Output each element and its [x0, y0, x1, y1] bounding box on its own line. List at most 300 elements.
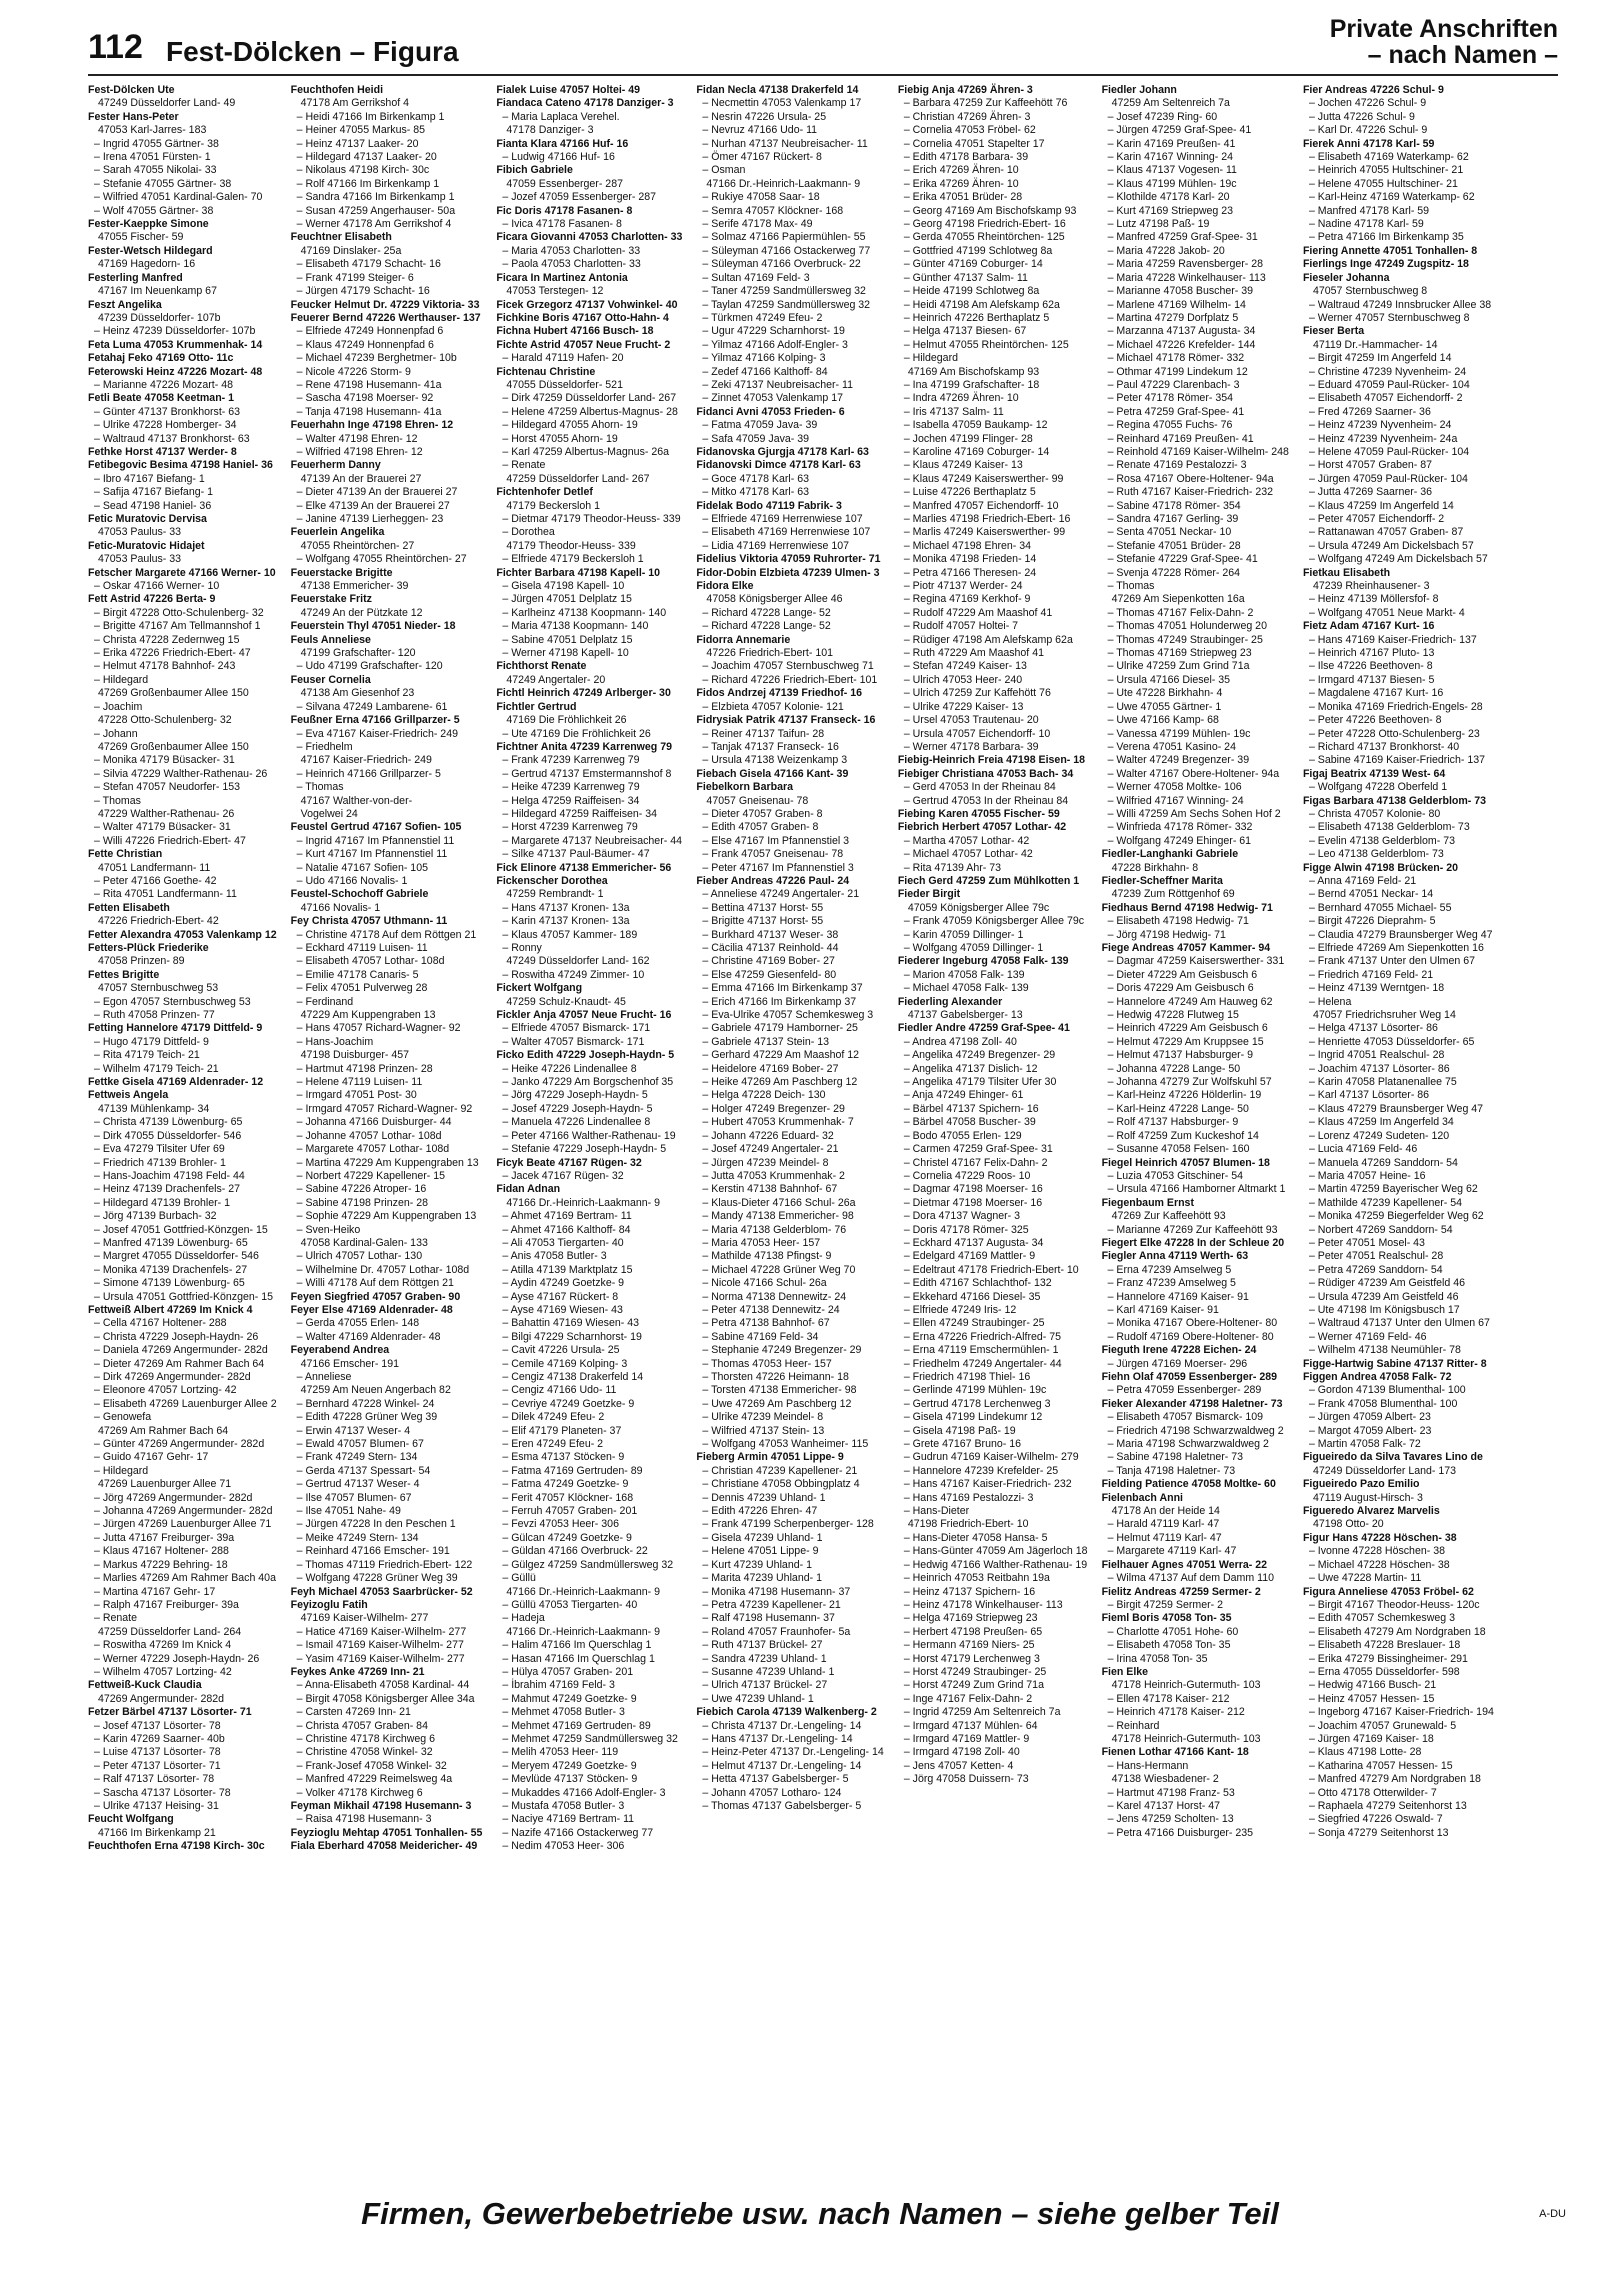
entry-continuation: – Monika 47198 Frieden- 14: [903, 553, 1037, 566]
entry-continuation: – Renate 47169 Pestalozzi- 3: [1107, 459, 1247, 472]
entry-continuation: – Elfriede 47057 Bismarck- 171: [502, 1022, 651, 1035]
entry-continuation: – Hartmut 47198 Franz- 53: [1107, 1786, 1235, 1799]
entry-continuation: – Klaus 47198 Lotte- 28: [1308, 1746, 1422, 1759]
entry-continuation: – Stefanie 47051 Brüder- 28: [1107, 539, 1241, 552]
entry-continuation: – Hetta 47137 Gabelsberger- 5: [702, 1773, 849, 1786]
entry-continuation: – Walter 47167 Obere-Holtener- 94a: [1107, 767, 1280, 780]
entry-continuation: – Ahmet 47169 Bertram- 11: [502, 1210, 632, 1223]
entry-continuation: – Elisabeth 47057 Lothar- 108d: [296, 955, 445, 968]
entry-continuation: – Karl-Heinz 47228 Lange- 50: [1107, 1102, 1249, 1115]
entry-continuation: – Ina 47199 Grafschafter- 18: [903, 378, 1040, 391]
entry-continuation: – Sarah 47055 Nikolai- 33: [94, 164, 217, 177]
entry-continuation: – Karl-Heinz 47169 Waterkamp- 62: [1308, 191, 1475, 204]
entry-continuation: – Heinrich 47166 Grillparzer- 5: [296, 767, 441, 780]
entry-continuation: – Helene 47119 Luisen- 11: [296, 1076, 423, 1089]
entry-continuation: – Gisela 47199 Lindekumr 12: [903, 1411, 1043, 1424]
entry-continuation: – Wolfgang 47249 Ehinger- 61: [1107, 834, 1252, 847]
entry-continuation: – Sabine 47178 Römer- 354: [1107, 499, 1241, 512]
entry-continuation: – Luise 47226 Berthaplatz 5: [903, 486, 1036, 499]
entry-continuation: – Serife 47178 Max- 49: [702, 218, 813, 231]
entry-address: 47058 Kardinal-Galen- 133: [300, 1236, 428, 1249]
entry-continuation: – Katharina 47057 Hessen- 15: [1308, 1759, 1453, 1772]
entry-address: 47269 Großenbaumer Allee 150: [98, 740, 249, 753]
entry-continuation: – Günter 47137 Bronkhorst- 63: [94, 405, 241, 418]
entry-address: 47169 Hagedorn- 16: [98, 258, 196, 271]
entry-continuation: – Reinhard 47169 Preußen- 41: [1107, 432, 1254, 445]
entry-continuation: – Heinz 47137 Spichern- 16: [903, 1585, 1036, 1598]
entry-continuation: – Maria 47138 Koopmann- 140: [502, 620, 649, 633]
entry-continuation: – Silke 47137 Paul-Bäumer- 47: [502, 848, 650, 861]
entry-continuation: – Othmar 47199 Lindekum 12: [1107, 365, 1248, 378]
entry-name: Fierlings Inge 47249 Zugspitz- 18: [1302, 258, 1469, 271]
entry-continuation: – Carsten 47269 Inn- 21: [296, 1706, 411, 1719]
entry-name: Fiech Gerd 47259 Zum Mühlkotten 1: [897, 874, 1080, 887]
entry-continuation: – Christine 47178 Auf dem Röttgen 21: [296, 928, 477, 941]
entry-continuation: – Martin 47259 Bayerischer Weg 62: [1308, 1183, 1478, 1196]
entry-continuation: – Hans 47169 Pestalozzi- 3: [903, 1491, 1034, 1504]
entry-continuation: – Elfriede 47249 Honnenpfad 6: [296, 325, 444, 338]
entry-continuation: – Doris 47229 Am Geisbusch 6: [1107, 982, 1254, 995]
entry-continuation: – Ursula 47166 Hamborner Altmarkt 1: [1107, 1183, 1286, 1196]
entry-name: Fetic Muratovic Dervisa: [88, 513, 207, 525]
entry-continuation: – Sabine 47198 Haletner- 73: [1107, 1451, 1244, 1464]
entry-continuation: – Birgit 47259 Sermer- 2: [1107, 1598, 1223, 1611]
entry-continuation: – Werner 47229 Joseph-Haydn- 26: [94, 1652, 260, 1665]
entry-continuation: – Thomas 47249 Straubinger- 25: [1107, 633, 1263, 646]
entry-continuation: – Iris 47137 Salm- 11: [903, 405, 1004, 418]
entry-name: Fidelak Bodo 47119 Fabrik- 3: [696, 499, 842, 512]
entry-name: Feuerstake Fritz: [290, 593, 372, 606]
entry-continuation: – Rudolf 47229 Am Maashof 41: [903, 606, 1053, 619]
entry-continuation: – Hannelore 47239 Krefelder- 25: [903, 1464, 1059, 1477]
entry-continuation: – Maria 47053 Charlotten- 33: [502, 244, 641, 257]
entry-continuation: – Karlheinz 47138 Koopmann- 140: [502, 606, 667, 619]
entry-continuation: – Renate: [94, 1612, 137, 1625]
entry-continuation: – Yilmaz 47166 Kolping- 3: [702, 352, 826, 365]
entry-continuation: – Mahmut 47249 Goetzke- 9: [502, 1692, 637, 1705]
entry-continuation: – Magdalene 47167 Kurt- 16: [1308, 687, 1444, 700]
entry-continuation: – Manuela 47226 Lindenallee 8: [502, 1116, 651, 1129]
entry-continuation: – Elisabeth 47169 Waterkamp- 62: [1308, 151, 1469, 164]
entry-name: Fester-Kaeppke Simone: [88, 218, 209, 231]
entry-continuation: – Sead 47198 Haniel- 36: [94, 499, 212, 512]
entry-continuation: – Doris 47178 Römer- 325: [903, 1223, 1029, 1236]
entry-name: Feykes Anke 47269 Inn- 21: [290, 1665, 425, 1678]
entry-address: 47249 Düsseldorfer Land- 162: [506, 955, 650, 968]
entry-continuation: – Helmut 47119 Karl- 47: [1107, 1531, 1222, 1544]
entry-continuation: – Gisela 47198 Kapell- 10: [502, 580, 625, 593]
entry-continuation: – Reiner 47137 Taifun- 28: [702, 727, 825, 740]
entry-continuation: – Ahmet 47166 Kalthoff- 84: [502, 1223, 631, 1236]
entry-continuation: – Charlotte 47051 Hohe- 60: [1107, 1625, 1239, 1638]
entry-continuation: – Ursula 47051 Gottfried-Könzgen- 15: [94, 1290, 274, 1303]
entry-continuation: – Michael 47198 Ehren- 34: [903, 539, 1032, 552]
entry-continuation: – Indra 47269 Ähren- 10: [903, 392, 1019, 405]
entry-address: 47059 Essenberger- 287: [506, 177, 623, 190]
entry-continuation: – Werner 47169 Feld- 46: [1308, 1330, 1427, 1343]
entry-name: Fiedler Johann: [1101, 84, 1177, 96]
entry-continuation: – Jürgen 47239 Meindel- 8: [702, 1156, 829, 1169]
entry-continuation: – Cornelia 47051 Stapelter 17: [903, 137, 1045, 150]
entry-continuation: – Monika 47167 Obere-Holtener- 80: [1107, 1317, 1278, 1330]
entry-continuation: – Walter 47179 Büsacker- 31: [94, 821, 231, 834]
entry-continuation: – Heinrich 47055 Hultschiner- 21: [1308, 164, 1464, 177]
entry-continuation: – Gertrud 47137 Weser- 4: [296, 1478, 420, 1491]
entry-continuation: – Harald 47119 Karl- 47: [1107, 1518, 1220, 1531]
entry-continuation: – Karin 47058 Platanenallee 75: [1308, 1076, 1457, 1089]
column-1: [88, 84, 277, 2180]
entry-name: Fidanovski Dimce 47178 Karl- 63: [696, 459, 861, 472]
entry-continuation: – Ingrid 47167 Im Pfannenstiel 11: [296, 834, 455, 847]
entry-continuation: – Taner 47259 Sandmüllersweg 32: [702, 285, 866, 298]
entry-continuation: – Anneliese 47249 Angertaler- 21: [702, 888, 860, 901]
entry-name: Feuerstein Thyl 47051 Nieder- 18: [290, 620, 456, 633]
entry-continuation: – Ibro 47167 Biefang- 1: [94, 472, 205, 485]
entry-continuation: – Claudia 47279 Braunsberger Weg 47: [1308, 928, 1493, 941]
entry-continuation: – Erna 47119 Emschermühlen- 1: [903, 1344, 1059, 1357]
entry-name: Fethke Horst 47137 Werder- 8: [88, 445, 237, 458]
entry-continuation: – Ruth 47229 Am Maashof 41: [903, 647, 1044, 660]
entry-name: Feyizoglu Fatih: [290, 1598, 368, 1611]
entry-continuation: – Elisabeth 47279 Am Nordgraben 18: [1308, 1625, 1486, 1638]
entry-name: Fiedler-Scheffner Marita: [1101, 874, 1223, 887]
entry-address: 47167 Walther-von-der-: [300, 794, 413, 807]
entry-continuation: – Werner 47178 Am Gerrikshof 4: [296, 218, 452, 231]
entry-continuation: – Petra 47166 Im Birkenkamp 35: [1308, 231, 1464, 244]
entry-continuation: – Sonja 47279 Seitenhorst 13: [1308, 1826, 1449, 1839]
entry-continuation: – Wilhelm 47179 Teich- 21: [94, 1062, 219, 1075]
entry-continuation: – Güllü: [502, 1572, 536, 1585]
entry-continuation: – Michael 47239 Berghetmer- 10b: [296, 352, 457, 365]
entry-name: Fien Elke: [1101, 1665, 1149, 1678]
entry-continuation: – Maria 47053 Heer- 157: [702, 1236, 821, 1249]
entry-continuation: – Rudolf 47169 Obere-Holtener- 80: [1107, 1330, 1274, 1343]
entry-continuation: – Udo 47166 Novalis- 1: [296, 874, 408, 887]
entry-continuation: – Stefan 47249 Kaiser- 13: [903, 660, 1027, 673]
entry-name: Feyzioglu Mehtap 47051 Tonhallen- 55: [290, 1826, 483, 1839]
entry-continuation: – Hans-Joachim 47198 Feld- 44: [94, 1169, 245, 1182]
entry-continuation: – Peter 47166 Goethe- 42: [94, 874, 217, 887]
entry-continuation: – Birgit 47226 Dieprahm- 5: [1308, 915, 1436, 928]
entry-continuation: – Jürgen 47269 Lauenburger Allee 71: [94, 1518, 272, 1531]
entry-address: 47058 Prinzen- 89: [98, 955, 185, 968]
entry-continuation: – Thomas 47137 Gabelsberger- 5: [702, 1800, 862, 1812]
entry-continuation: – Elisabeth 47138 Gelderblom- 73: [1308, 821, 1470, 834]
entry-continuation: – Wolfgang 47051 Neue Markt- 4: [1308, 606, 1465, 619]
entry-continuation: – Ralf 47198 Husemann- 37: [702, 1612, 835, 1625]
entry-continuation: – Eva 47167 Kaiser-Friedrich- 249: [296, 727, 458, 740]
entry-continuation: – Stefanie 47055 Gärtner- 38: [94, 177, 232, 190]
entry-continuation: – Thomas 47053 Heer- 157: [702, 1357, 832, 1370]
entry-continuation: – Hans 47167 Kaiser-Friedrich- 232: [903, 1478, 1072, 1491]
entry-continuation: – Genowefa: [94, 1411, 152, 1424]
entry-continuation: – Josef 47239 Ring- 60: [1107, 110, 1218, 123]
entry-continuation: – Heinrich 47053 Reitbahn 19a: [903, 1572, 1050, 1585]
entry-continuation: – Natalie 47167 Sofien- 105: [296, 861, 428, 874]
entry-address: 47119 August-Hirsch- 3: [1312, 1491, 1423, 1504]
entry-continuation: – Fatma 47059 Java- 39: [702, 419, 818, 432]
entry-continuation: – Birgit 47259 Im Angerfeld 14: [1308, 352, 1452, 365]
entry-continuation: – Angelika 47137 Dislich- 12: [903, 1062, 1038, 1075]
entry-continuation: – Hannelore 47169 Kaiser- 91: [1107, 1290, 1249, 1303]
entry-continuation: – Karin 47169 Preußen- 41: [1107, 137, 1236, 150]
entry-continuation: – Dieter 47139 An der Brauerei 27: [296, 486, 458, 499]
entry-continuation: – Roswitha 47269 Im Knick 4: [94, 1639, 232, 1652]
entry-continuation: – Margot 47059 Albert- 23: [1308, 1424, 1432, 1437]
entry-continuation: – Hildegard 47139 Brohler- 1: [94, 1196, 231, 1209]
entry-continuation: – Willi 47178 Auf dem Röttgen 21: [296, 1277, 454, 1290]
entry-address: 47166 Dr.-Heinrich-Laakmann- 9: [506, 1585, 661, 1598]
entry-continuation: – Georg 47198 Friedrich-Ebert- 16: [903, 218, 1066, 231]
entry-name: Feyman Mikhail 47198 Husemann- 3: [290, 1800, 472, 1812]
entry-address: 47228 Otto-Schulenberg- 32: [98, 714, 232, 727]
entry-name: Fetli Beate 47058 Keetman- 1: [88, 392, 235, 405]
entry-continuation: – Erwin 47137 Weser- 4: [296, 1424, 411, 1437]
entry-continuation: – Walter 47057 Bismarck- 171: [502, 1035, 645, 1048]
entry-continuation: – Birgit 47058 Königsberger Allee 34a: [296, 1692, 475, 1705]
entry-continuation: – Jutta 47167 Freiburger- 39a: [94, 1531, 235, 1544]
entry-continuation: – Johanne 47057 Lothar- 108d: [296, 1129, 442, 1142]
entry-continuation: – Dagmar 47198 Moerser- 16: [903, 1183, 1043, 1196]
entry-continuation: – Ali 47053 Tiergarten- 40: [502, 1236, 624, 1249]
entry-name: Fichtler Gertrud: [496, 700, 577, 713]
entry-continuation: – Erika 47269 Ähren- 10: [903, 177, 1019, 190]
entry-continuation: – Oskar 47166 Werner- 10: [94, 580, 220, 593]
entry-continuation: – Elke 47139 An der Brauerei 27: [296, 499, 450, 512]
entry-continuation: – Dilek 47249 Efeu- 2: [502, 1411, 605, 1424]
entry-continuation: – Hans-Joachim: [296, 1035, 374, 1048]
entry-continuation: – Werner 47057 Sternbuschweg 8: [1308, 311, 1470, 324]
entry-continuation: – Marianne 47269 Zur Kaffeehött 93: [1107, 1223, 1278, 1236]
entry-continuation: – Meike 47249 Stern- 134: [296, 1531, 419, 1544]
entry-continuation: – Thomas 47119 Friedrich-Ebert- 122: [296, 1558, 473, 1571]
entry-address: 47198 Otto- 20: [1312, 1518, 1384, 1531]
entry-continuation: – Hans 47137 Dr.-Lengeling- 14: [702, 1732, 853, 1745]
entry-address: 47138 Emmericher- 39: [300, 580, 409, 593]
entry-continuation: – Rolf 47137 Habsburger- 9: [1107, 1116, 1239, 1129]
entry-continuation: – Gerlinde 47199 Mühlen- 19c: [903, 1384, 1047, 1397]
entry-continuation: – Wilfried 47167 Winning- 24: [1107, 794, 1244, 807]
entry-continuation: – Willi 47259 Am Sechs Sohen Hof 2: [1107, 807, 1281, 820]
entry-name: Fetahaj Feko 47169 Otto- 11c: [88, 352, 234, 365]
entry-name: Fiebiger Christiana 47053 Bach- 34: [897, 767, 1074, 780]
entry-continuation: – Christa 47057 Graben- 84: [296, 1719, 428, 1732]
entry-continuation: – Nevruz 47166 Udo- 11: [702, 124, 818, 137]
entry-continuation: – Cengiz 47138 Drakerfeld 14: [502, 1371, 644, 1383]
entry-continuation: – Henriette 47053 Düsseldorfer- 65: [1308, 1035, 1475, 1048]
entry-continuation: – Jürgen 47059 Albert- 23: [1308, 1411, 1431, 1424]
entry-continuation: – Brigitte 47137 Horst- 55: [702, 915, 824, 928]
entry-continuation: – Peter 47057 Eichendorff- 2: [1308, 513, 1445, 525]
entry-continuation: – Frank 47059 Königsberger Allee 79c: [903, 915, 1085, 928]
entry-address: 47057 Gneisenau- 78: [706, 794, 809, 807]
entry-continuation: – Ute 47198 Im Königsbusch 17: [1308, 1303, 1460, 1316]
entry-name: Ficara In Martinez Antonia: [496, 271, 628, 284]
entry-name: Fielding Patience 47058 Moltke- 60: [1101, 1478, 1276, 1491]
entry-name: Figueiredo Pazo Emilio: [1302, 1478, 1420, 1491]
entry-continuation: – Ivonne 47228 Höschen- 38: [1308, 1545, 1445, 1558]
entry-continuation: – Dora 47137 Wagner- 3: [903, 1210, 1021, 1223]
entry-address: 47166 Dr.-Heinrich-Laakmann- 9: [506, 1196, 661, 1209]
entry-continuation: – Rattanawan 47057 Graben- 87: [1308, 526, 1464, 539]
entry-continuation: – Else 47259 Giesenfeld- 80: [702, 968, 837, 981]
entry-continuation: – Christine 47178 Kirchweg 6: [296, 1732, 436, 1745]
entry-continuation: – Raphaela 47279 Seitenhorst 13: [1308, 1800, 1467, 1812]
entry-continuation: – Mukaddes 47166 Adolf-Engler- 3: [502, 1786, 666, 1799]
entry-continuation: – Yasim 47169 Kaiser-Wilhelm- 277: [296, 1652, 465, 1665]
entry-name: Fiandaca Cateno 47178 Danziger- 3: [496, 97, 674, 110]
entry-name: Fetibegovic Besima 47198 Haniel- 36: [88, 459, 273, 472]
entry-continuation: – Horst 47239 Karrenweg 79: [502, 821, 638, 834]
entry-continuation: – Ingrid 47051 Realschul- 28: [1308, 1049, 1445, 1062]
entry-continuation: – Helga 47137 Biesen- 67: [903, 325, 1027, 338]
entry-continuation: – Sabine 47051 Delplatz 15: [502, 633, 633, 646]
page-header: [88, 14, 1558, 68]
entry-continuation: – Svenja 47228 Römer- 264: [1107, 566, 1241, 579]
entry-continuation: – Janko 47229 Am Borgschenhof 35: [502, 1076, 674, 1089]
entry-continuation: – Hans 47137 Kronen- 13a: [502, 901, 630, 914]
entry-continuation: – Helene 47059 Paul-Rücker- 104: [1308, 445, 1470, 458]
entry-continuation: – Edith 47167 Schlachthof- 132: [903, 1277, 1052, 1290]
entry-continuation: – Roland 47057 Fraunhofer- 5a: [702, 1625, 851, 1638]
entry-continuation: – Elisabeth 47169 Herrenwiese 107: [702, 526, 871, 539]
entry-continuation: – Manfred 47139 Löwenburg- 65: [94, 1236, 248, 1249]
entry-name: Fieser Berta: [1302, 325, 1365, 338]
entry-name: Fiedler-Langhanki Gabriele: [1101, 848, 1239, 861]
entry-continuation: – Burkhard 47137 Weser- 38: [702, 928, 839, 941]
entry-continuation: – Jutta 47053 Krummenhak- 2: [702, 1169, 845, 1182]
entry-continuation: – Stefan 47057 Neudorfer- 153: [94, 781, 241, 794]
entry-continuation: – Peter 47228 Otto-Schulenberg- 23: [1308, 727, 1480, 740]
entry-name: Fic Doris 47178 Fasanen- 8: [496, 204, 633, 217]
entry-continuation: – Dagmar 47259 Kaiserswerther- 331: [1107, 955, 1285, 968]
entry-name: Fiehn Olaf 47059 Essenberger- 289: [1101, 1371, 1278, 1383]
entry-name: Fick Elinore 47138 Emmericher- 56: [496, 861, 672, 874]
entry-name: Feuser Cornelia: [290, 673, 371, 686]
footer-code: A-DU: [1539, 2208, 1566, 2220]
entry-name: Feszt Angelika: [88, 298, 162, 311]
entry-continuation: – Atilla 47139 Marktplatz 15: [502, 1263, 633, 1276]
entry-continuation: – Maria 47228 Jakob- 20: [1107, 244, 1225, 257]
entry-address: 47259 Am Seltenreich 7a: [1111, 97, 1230, 110]
entry-name: Fidelius Viktoria 47059 Ruhrorter- 71: [696, 553, 881, 566]
entry-continuation: – Hedwig 47166 Busch- 21: [1308, 1679, 1437, 1692]
entry-continuation: – Werner 47198 Kapell- 10: [502, 647, 629, 660]
entry-continuation: – Lorenz 47249 Sudeten- 120: [1308, 1129, 1450, 1142]
entry-continuation: – Martin 47058 Falk- 72: [1308, 1438, 1421, 1451]
entry-continuation: – Gabriele 47137 Stein- 13: [702, 1035, 830, 1048]
entry-name: Fettweis Angela: [88, 1089, 169, 1102]
entry-continuation: – Süleyman 47166 Ostackerweg 77: [702, 244, 871, 257]
entry-continuation: – Monika 47259 Biegerfelder Weg 62: [1308, 1210, 1484, 1223]
entry-continuation: – Margret 47055 Düsseldorfer- 546: [94, 1250, 259, 1263]
entry-continuation: – Fred 47269 Saarner- 36: [1308, 405, 1431, 418]
entry-address: 47259 Schulz-Knaudt- 45: [506, 995, 626, 1008]
column-4: [696, 84, 883, 2180]
entry-name: Feterowski Heinz 47226 Mozart- 48: [88, 365, 263, 378]
entry-continuation: – Heinrich 47178 Kaiser- 212: [1107, 1706, 1245, 1719]
entry-continuation: – Rolf 47166 Im Birkenkamp 1: [296, 177, 440, 190]
entry-continuation: – Emma 47166 Im Birkenkamp 37: [702, 982, 863, 995]
entry-continuation: – Kerstin 47138 Bahnhof- 67: [702, 1183, 838, 1196]
entry-continuation: – Josef 47229 Joseph-Haydn- 5: [502, 1102, 653, 1115]
entry-address: 47229 Walther-Rathenau- 26: [98, 807, 235, 820]
entry-continuation: – Jürgen 47169 Kaiser- 18: [1308, 1732, 1434, 1745]
entry-continuation: – Dieter 47057 Graben- 8: [702, 807, 823, 820]
entry-continuation: – Ellen 47249 Straubinger- 25: [903, 1317, 1045, 1330]
entry-name: Figgen Andrea 47058 Falk- 72: [1302, 1371, 1452, 1383]
entry-continuation: – Ilse 47226 Beethoven- 8: [1308, 660, 1433, 673]
entry-continuation: – Torsten 47138 Emmericher- 98: [702, 1384, 857, 1397]
entry-continuation: – Solmaz 47166 Papiermühlen- 55: [702, 231, 866, 244]
entry-continuation: – Semra 47057 Klöckner- 168: [702, 204, 844, 217]
entry-continuation: – Monika 47198 Husemann- 37: [702, 1585, 851, 1598]
entry-continuation: – Johanna 47166 Duisburger- 44: [296, 1116, 452, 1129]
entry-continuation: – Otto 47178 Otterwilder- 7: [1308, 1786, 1437, 1799]
entry-address: 47169 Kaiser-Wilhelm- 277: [300, 1612, 429, 1625]
entry-name: Fetic-Muratovic Hidajet: [88, 539, 205, 552]
entry-continuation: – Peter 47138 Dennewitz- 24: [702, 1303, 840, 1316]
entry-continuation: – Martina 47279 Dorfplatz 5: [1107, 311, 1239, 324]
entry-continuation: – Egon 47057 Sternbuschweg 53: [94, 995, 251, 1008]
entry-continuation: – Werner 47058 Moltke- 106: [1107, 781, 1242, 794]
entry-name: Feta Luma 47053 Krummenhak- 14: [88, 338, 263, 351]
entry-name: Fierek Anni 47178 Karl- 59: [1302, 137, 1435, 150]
entry-continuation: – Jutta 47226 Schul- 9: [1308, 110, 1415, 123]
entry-continuation: – Petra 47259 Graf-Spee- 41: [1107, 405, 1245, 418]
entry-continuation: – Helmut 47137 Habsburger- 9: [1107, 1049, 1254, 1062]
entry-address: 47055 Düsseldorfer- 521: [506, 378, 623, 391]
entry-address: 47178 Heinrich-Gutermuth- 103: [1111, 1732, 1261, 1745]
entry-continuation: – Hildegard 47137 Laaker- 20: [296, 151, 437, 164]
entry-continuation: – Helene 47051 Lippe- 9: [702, 1545, 819, 1558]
entry-name: Feuls Anneliese: [290, 633, 371, 646]
entry-address: Vogelwei 24: [300, 807, 358, 820]
entry-continuation: – Sabine 47226 Atroper- 16: [296, 1183, 427, 1196]
entry-continuation: – Friedrich 47198 Thiel- 16: [903, 1371, 1031, 1383]
entry-continuation: – Heinz 47057 Hessen- 15: [1308, 1692, 1435, 1705]
entry-continuation: – Rüdiger 47198 Am Alefskamp 62a: [903, 633, 1073, 646]
entry-name: Figur Hans 47228 Höschen- 38: [1302, 1531, 1457, 1544]
entry-name: Figge Alwin 47198 Brücken- 20: [1302, 861, 1458, 874]
entry-continuation: – Cornelia 47053 Fröbel- 62: [903, 124, 1036, 137]
entry-continuation: – Hildegard 47055 Ahorn- 19: [502, 419, 638, 432]
entry-continuation: – Jürgen 47169 Moerser- 296: [1107, 1357, 1248, 1370]
entry-address: 47178 Am Gerrikshof 4: [300, 97, 409, 110]
entry-continuation: – Frank-Josef 47058 Winkel- 32: [296, 1759, 447, 1772]
entry-name: Fichter Barbara 47198 Kapell- 10: [496, 566, 661, 579]
entry-continuation: – Cemile 47169 Kolping- 3: [502, 1357, 628, 1370]
entry-continuation: – Ursula 47057 Eichendorff- 10: [903, 727, 1051, 740]
entry-continuation: – Ewald 47057 Blumen- 67: [296, 1438, 424, 1451]
entry-continuation: – Vanessa 47199 Mühlen- 19c: [1107, 727, 1251, 740]
entry-continuation: – Irmgard 47137 Mühlen- 64: [903, 1719, 1038, 1732]
entry-continuation: – Petra 47269 Sanddorn- 54: [1308, 1263, 1443, 1276]
entry-continuation: – Angelika 47179 Tilsiter Ufer 30: [903, 1076, 1057, 1089]
entry-name: Fielitz Andreas 47259 Sermer- 2: [1101, 1585, 1261, 1598]
entry-continuation: – Verena 47051 Kasino- 24: [1107, 740, 1236, 753]
entry-continuation: – Senta 47051 Neckar- 10: [1107, 526, 1232, 539]
entry-continuation: – Johanna 47228 Lange- 50: [1107, 1062, 1241, 1075]
entry-name: Fiebig Anja 47269 Ähren- 3: [897, 84, 1033, 96]
entry-name: Fetting Hannelore 47179 Dittfeld- 9: [88, 1022, 263, 1035]
entry-continuation: – İbrahim 47169 Feld- 3: [502, 1679, 615, 1692]
entry-continuation: – Paola 47053 Charlotten- 33: [502, 258, 641, 271]
entry-continuation: – Jens 47259 Scholten- 13: [1107, 1813, 1234, 1826]
entry-continuation: – Manfred 47279 Am Nordgraben 18: [1308, 1773, 1481, 1786]
entry-address: 47169 Am Bischofskamp 93: [907, 365, 1040, 378]
entry-continuation: – Monika 47169 Friedrich-Engels- 28: [1308, 700, 1483, 713]
